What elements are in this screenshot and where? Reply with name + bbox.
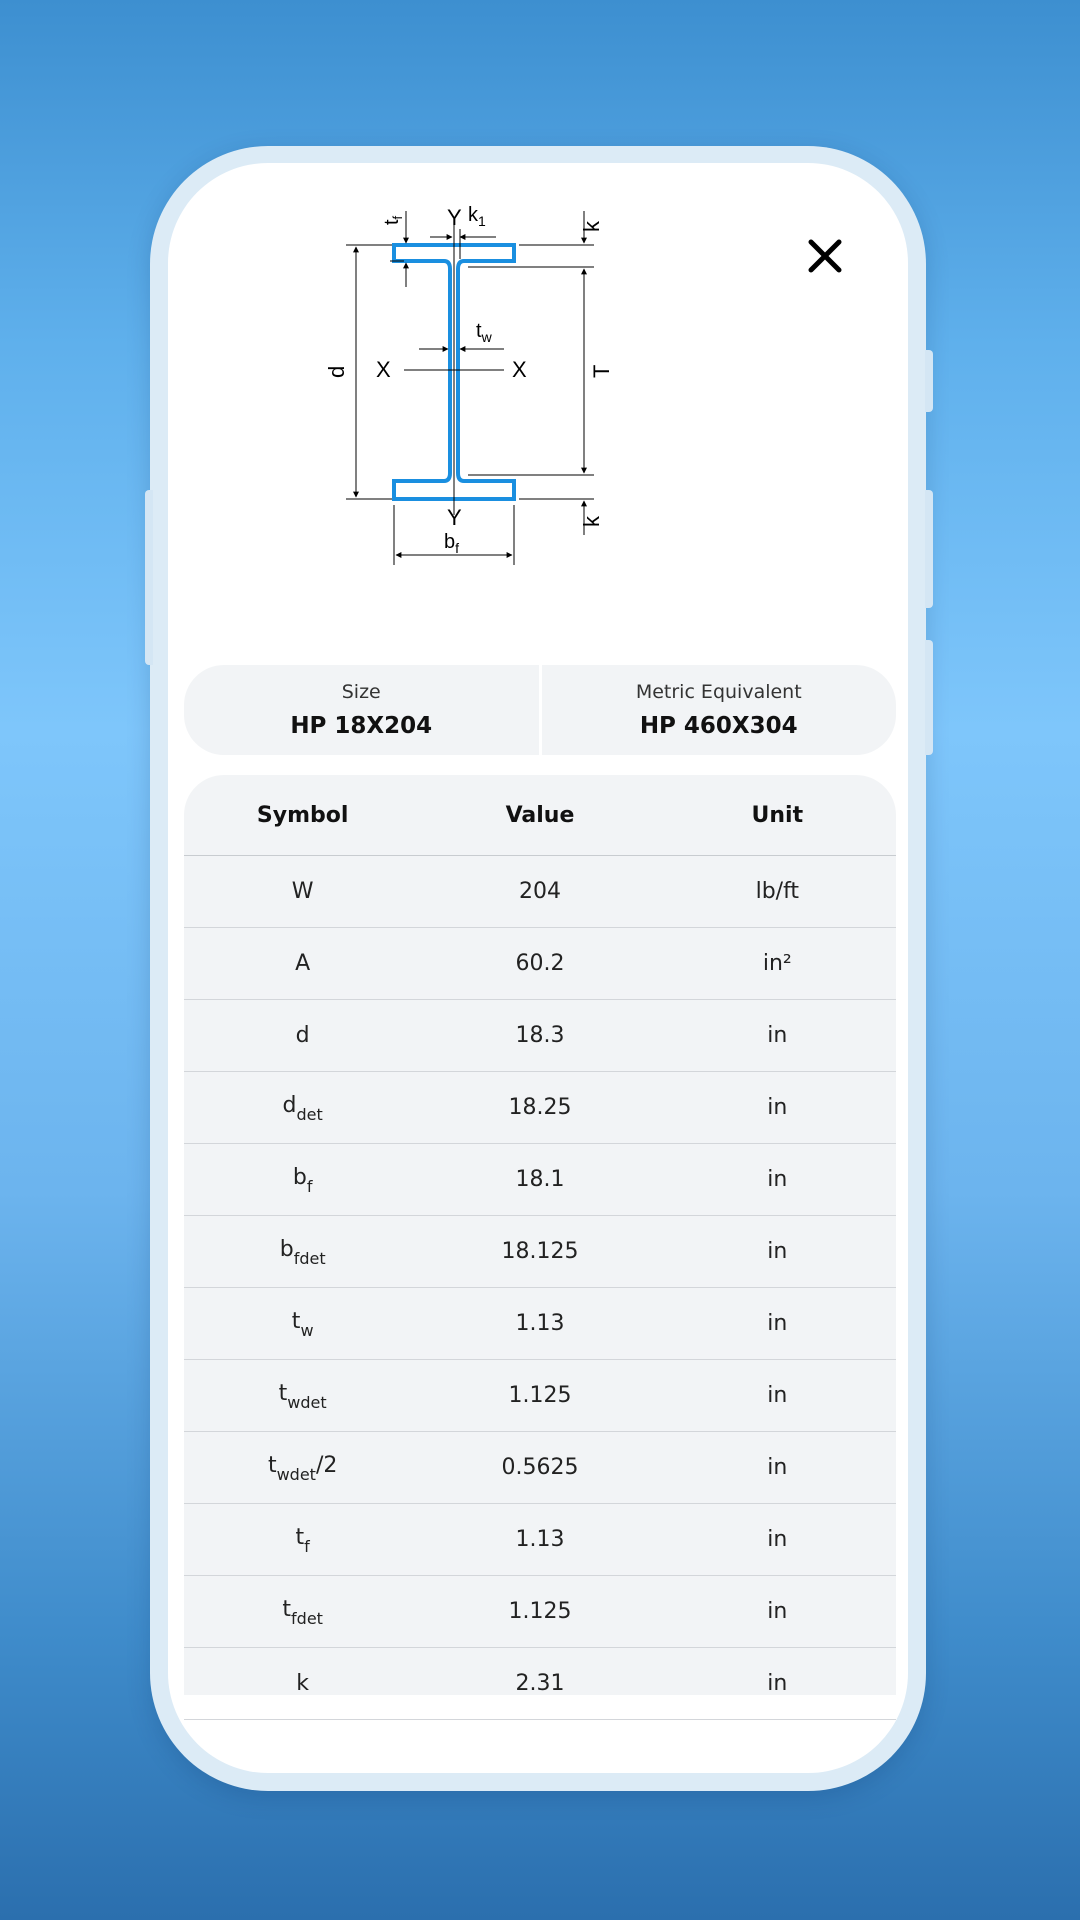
value-cell: 2.31 <box>515 1671 565 1696</box>
symbol-cell: $b_f$ <box>292 1165 313 1196</box>
table-row <box>184 928 896 1000</box>
axis-label-x-left: X <box>376 357 391 382</box>
symbol-cell: d <box>295 1023 310 1048</box>
beam-section-diagram <box>324 204 694 663</box>
dim-label-d: d <box>324 365 349 378</box>
value-cell: 1.13 <box>515 1311 565 1336</box>
unit-cell: in <box>767 1023 788 1048</box>
size-value: HP 18X204 <box>290 713 433 739</box>
table-row <box>184 1576 896 1648</box>
screen <box>168 163 908 1773</box>
unit-cell: in <box>767 1383 788 1408</box>
unit-cell: in² <box>762 951 792 976</box>
axis-label-y-top: Y <box>447 205 462 230</box>
phone-side-button <box>925 640 933 755</box>
symbol-cell: $t_{wdet}$ <box>278 1381 327 1412</box>
phone-side-button <box>925 490 933 608</box>
table-row <box>184 1432 896 1504</box>
symbol-cell: $b_{fdet}$ <box>279 1237 326 1268</box>
phone-side-button <box>145 490 153 665</box>
table-body <box>184 856 896 1720</box>
unit-cell: in <box>767 1671 788 1696</box>
close-icon <box>807 238 843 274</box>
symbol-cell: $t_{wdet}/2$ <box>267 1453 338 1484</box>
table-row <box>184 1216 896 1288</box>
value-cell: 18.25 <box>508 1095 572 1120</box>
dim-label-T: T <box>589 364 614 378</box>
value-cell: 1.125 <box>508 1383 572 1408</box>
table-row <box>184 1000 896 1072</box>
symbol-cell: $t_f$ <box>295 1525 310 1556</box>
unit-cell: in <box>767 1239 788 1264</box>
unit-cell: in <box>767 1455 788 1480</box>
value-cell: 18.3 <box>515 1023 565 1048</box>
value-cell: 1.125 <box>508 1599 572 1624</box>
dim-label-k-top: k <box>579 221 604 232</box>
axis-label-y-bottom: Y <box>447 505 462 530</box>
properties-table[interactable] <box>184 775 896 1695</box>
table-row <box>184 1072 896 1144</box>
table-row <box>184 1288 896 1360</box>
axis-label-x-right: X <box>512 357 527 382</box>
unit-cell: in <box>767 1311 788 1336</box>
close-button[interactable] <box>800 231 850 281</box>
metric-cell <box>542 665 897 755</box>
value-cell: 1.13 <box>515 1527 565 1552</box>
value-cell: 18.125 <box>501 1239 579 1264</box>
table-row <box>184 1360 896 1432</box>
unit-cell: in <box>767 1095 788 1120</box>
size-card <box>184 665 896 755</box>
unit-cell: lb/ft <box>755 879 800 904</box>
metric-value: HP 460X304 <box>639 713 798 739</box>
symbol-cell: A <box>295 951 311 976</box>
table-row <box>184 856 896 928</box>
unit-cell: in <box>767 1599 788 1624</box>
phone-side-button <box>925 350 933 412</box>
table-row <box>184 1144 896 1216</box>
header-unit: Unit <box>751 802 804 828</box>
dim-label-tf: $t_f$ <box>381 215 405 225</box>
symbol-cell: $t_{fdet}$ <box>282 1597 323 1628</box>
table-header <box>184 775 896 856</box>
size-label: Size <box>341 681 381 703</box>
unit-cell: in <box>767 1527 788 1552</box>
size-cell <box>184 665 539 755</box>
dim-label-bf: $b_f$ <box>444 531 460 556</box>
symbol-cell: $d_{det}$ <box>282 1093 323 1124</box>
symbol-cell: $t_w$ <box>291 1309 314 1340</box>
symbol-cell: k <box>296 1671 310 1696</box>
value-cell: 60.2 <box>515 951 565 976</box>
dim-label-k1: $k_1$ <box>468 204 486 229</box>
metric-label: Metric Equivalent <box>635 681 802 703</box>
symbol-cell: W <box>291 879 314 904</box>
header-symbol: Symbol <box>256 802 349 828</box>
table-row <box>184 1504 896 1576</box>
unit-cell: in <box>767 1167 788 1192</box>
value-cell: 204 <box>518 879 561 904</box>
value-cell: 18.1 <box>515 1167 565 1192</box>
dim-label-k-bottom: k <box>579 516 604 527</box>
value-cell: 0.5625 <box>501 1455 579 1480</box>
table-row <box>184 1648 896 1720</box>
header-value: Value <box>505 802 575 828</box>
dim-label-tw: $t_w$ <box>476 320 492 345</box>
